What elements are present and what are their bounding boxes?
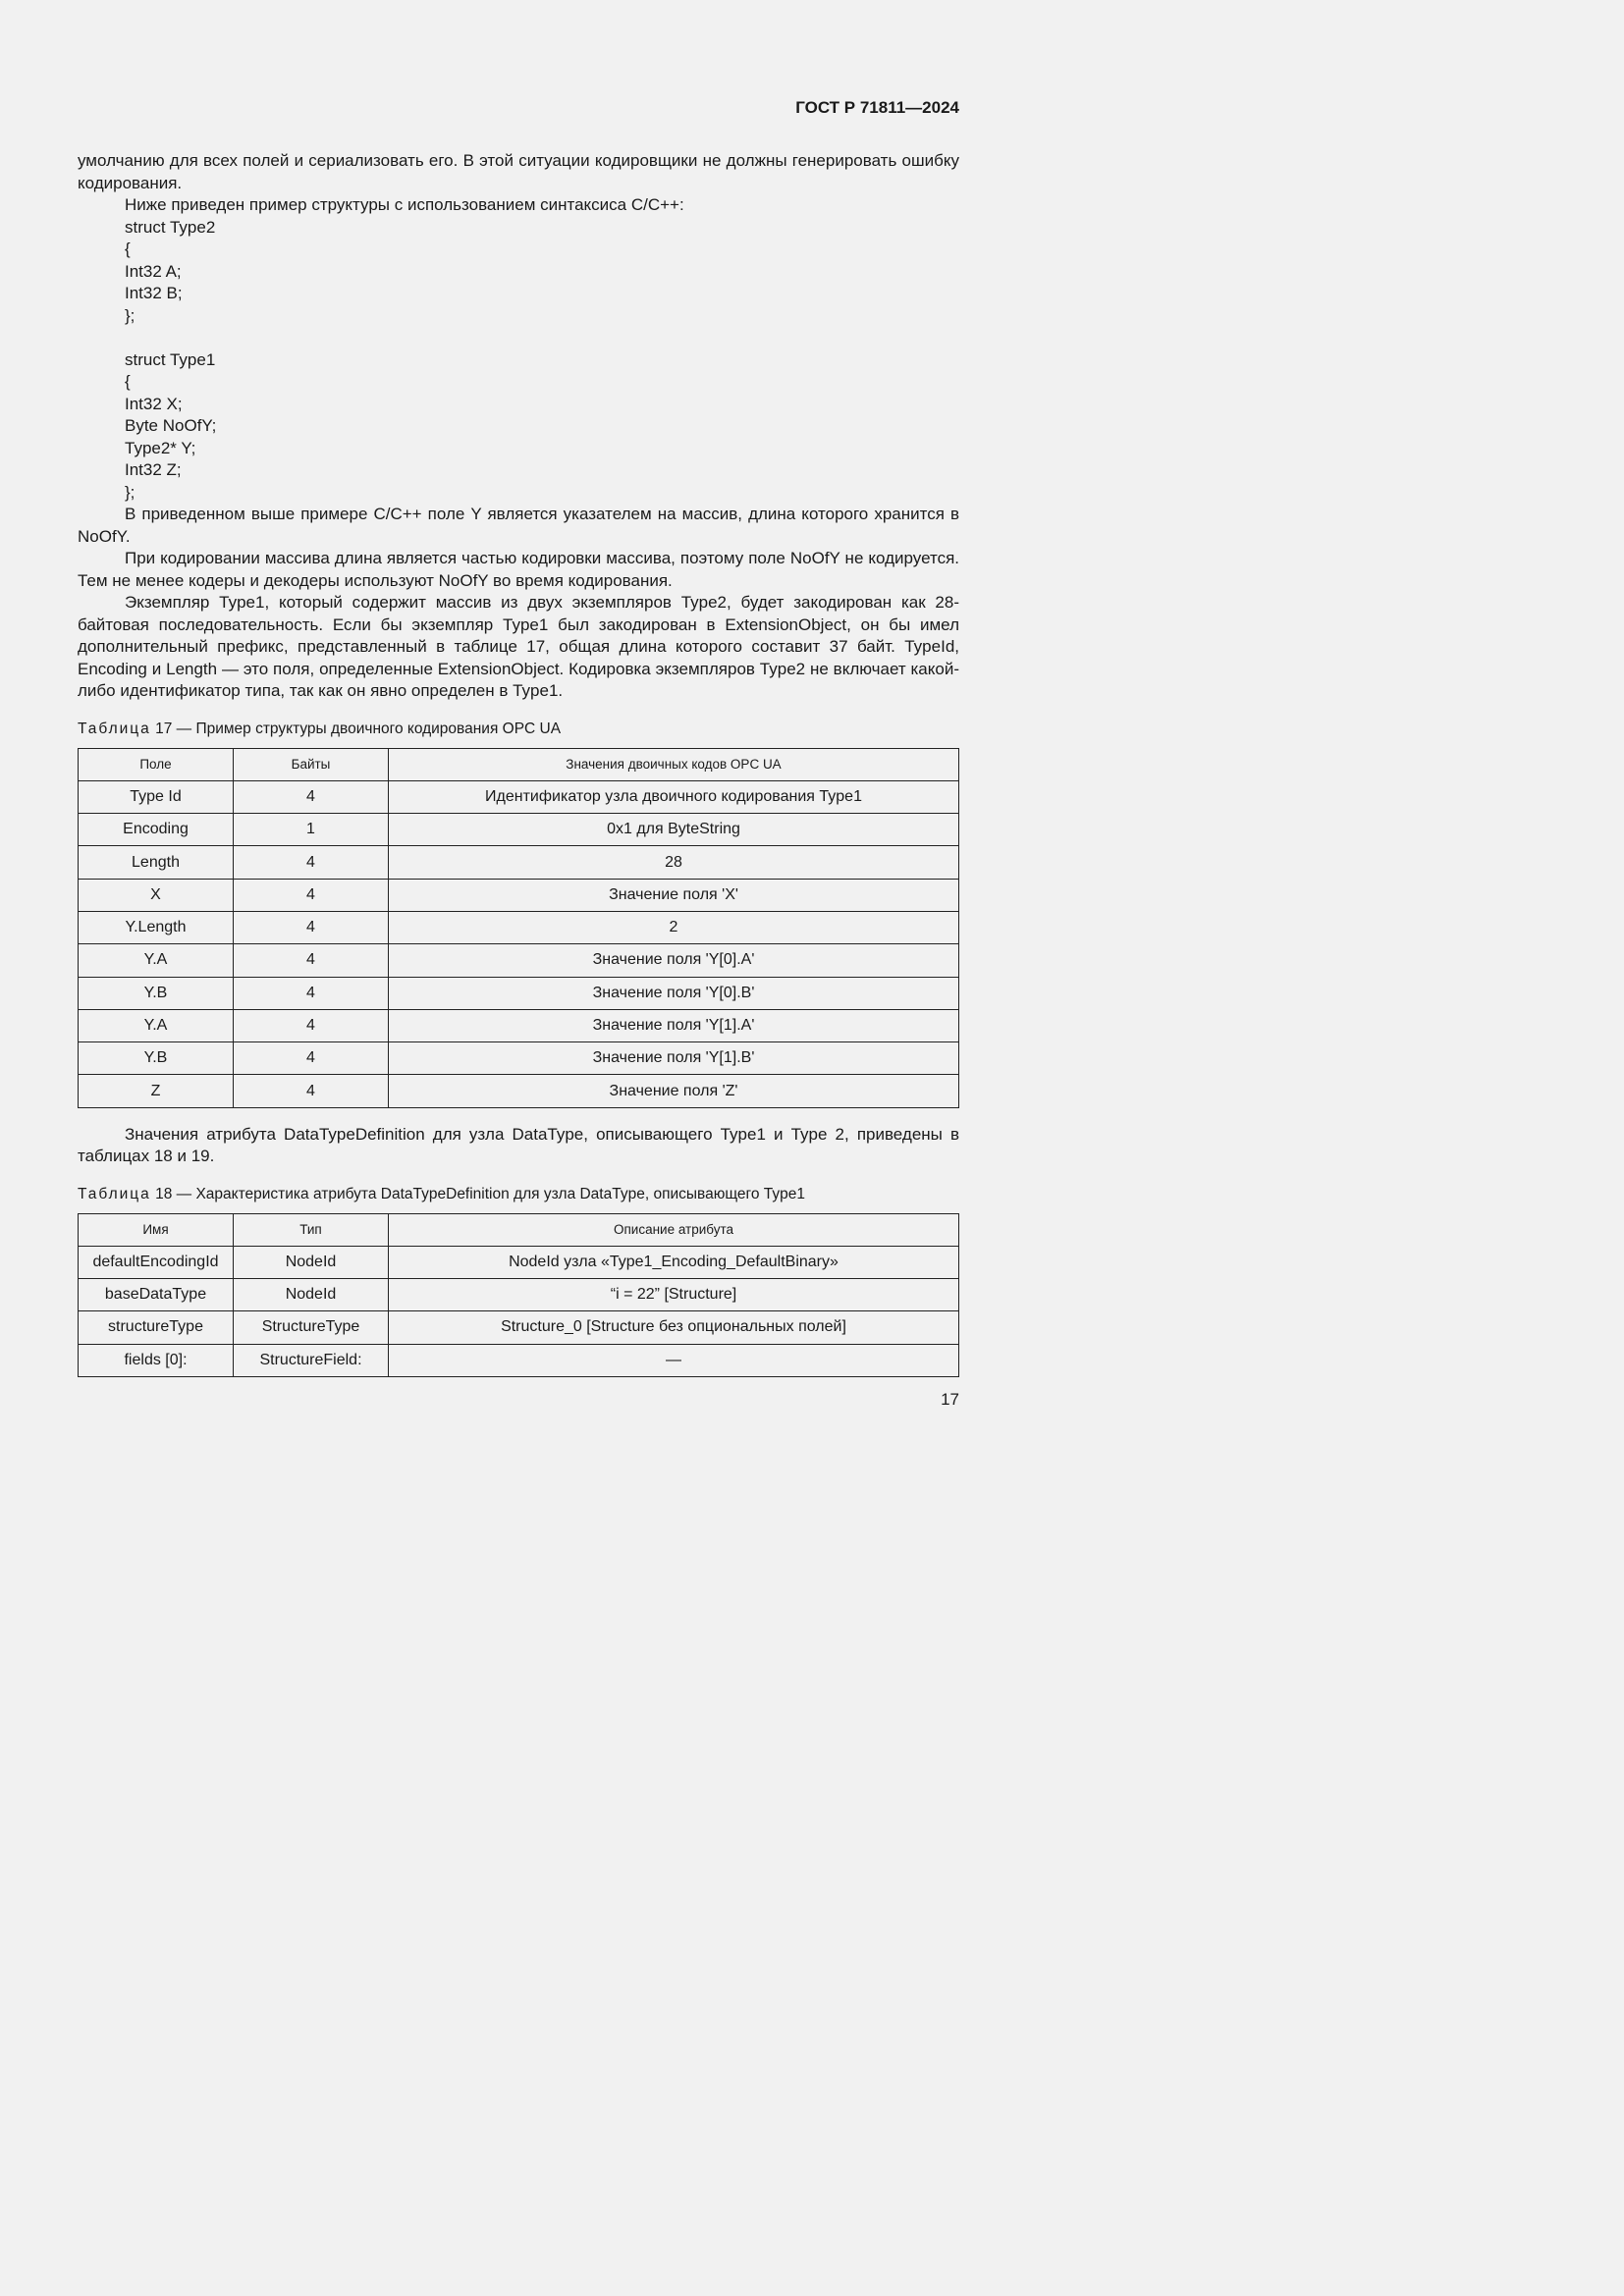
table-cell: 4 <box>234 1009 389 1041</box>
table-row <box>79 911 959 943</box>
table-row <box>79 1344 959 1376</box>
table-cell: Значение поля 'Y[1].A' <box>389 1009 959 1041</box>
table-cell: defaultEncodingId <box>79 1246 234 1278</box>
column-header: Описание атрибута <box>389 1213 959 1246</box>
column-header: Поле <box>79 748 234 780</box>
table-cell: baseDataType <box>79 1279 234 1311</box>
table17-caption-text: 17 — Пример структуры двоичного кодирования OPC UA <box>155 720 562 737</box>
table-cell: Type Id <box>79 780 234 813</box>
table18-body <box>79 1246 959 1376</box>
column-header: Байты <box>234 748 389 780</box>
table-cell: 28 <box>389 846 959 879</box>
table-cell: StructureType <box>234 1311 389 1344</box>
table-cell: 2 <box>389 911 959 943</box>
table-row <box>79 846 959 879</box>
table18-caption-word: Таблица <box>78 1185 151 1202</box>
table-row <box>79 879 959 911</box>
table-cell: NodeId <box>234 1246 389 1278</box>
table17-caption <box>78 720 959 739</box>
table-18 <box>78 1213 959 1377</box>
table-cell: 4 <box>234 944 389 977</box>
code-line: }; <box>125 482 135 502</box>
table-cell: 4 <box>234 911 389 943</box>
table-cell: NodeId узла «Type1_Encoding_DefaultBinary» <box>389 1246 959 1278</box>
column-header: Тип <box>234 1213 389 1246</box>
table-cell: Length <box>79 846 234 879</box>
table-cell: Идентификатор узла двоичного кодирования Type1 <box>389 780 959 813</box>
paragraph-intro: умолчанию для всех полей и сериализовать его. В этой ситуации кодировщики не должны генерировать ошибку кодирования. <box>78 151 959 192</box>
table17-caption-word: Таблица <box>78 720 151 737</box>
table-row <box>79 1246 959 1278</box>
table-cell: Y.A <box>79 1009 234 1041</box>
table-row <box>79 1009 959 1041</box>
table17-body <box>79 780 959 1107</box>
table-cell: Y.B <box>79 977 234 1009</box>
table-row <box>79 1279 959 1311</box>
table-cell: Значение поля 'Z' <box>389 1075 959 1107</box>
code-line: struct Type2 <box>125 217 216 237</box>
code-line: Byte NoOfY; <box>125 416 217 435</box>
paragraph-definition-note: Значения атрибута DataTypeDefinition для узла DataType, описывающего Type1 и Type 2, приведены в таблицах 18 и 19. <box>78 1124 959 1166</box>
table-cell: 0x1 для ByteString <box>389 814 959 846</box>
table-row <box>79 1075 959 1107</box>
code-block <box>78 217 959 505</box>
table-cell: Значение поля 'X' <box>389 879 959 911</box>
table-cell: Y.A <box>79 944 234 977</box>
table-row <box>79 944 959 977</box>
page-content <box>78 150 959 1377</box>
table-cell: Y.Length <box>79 911 234 943</box>
paragraph-pointer-note: В приведенном выше примере C/C++ поле Y является указателем на массив, длина которого хранится в NoOfY. <box>78 505 959 546</box>
table-cell: fields [0]: <box>79 1344 234 1376</box>
table18-caption-text: 18 — Характеристика атрибута DataTypeDefinition для узла DataType, описывающего Type1 <box>155 1185 805 1202</box>
table-row <box>79 1311 959 1344</box>
table-cell: Encoding <box>79 814 234 846</box>
code-line: { <box>125 240 131 258</box>
code-line: }; <box>125 305 135 325</box>
table-cell: Structure_0 [Structure без опциональных полей] <box>389 1311 959 1344</box>
table-cell: 4 <box>234 1042 389 1075</box>
code-line: { <box>125 372 131 391</box>
table-cell: Y.B <box>79 1042 234 1075</box>
paragraph-instance-note: Экземпляр Type1, который содержит массив из двух экземпляров Type2, будет закодирован как 28-байтовая последовательность. Если бы экземпляр Type1 был закодирован в ExtensionObject, он бы имел дополнительный префикс, представленный в таблице 17, общая длина которого составит 37 байт. TypeId, Encoding и Length — это поля, определенные ExtensionObject. Кодировка экземпляров Type2 не включает какой-либо идентификатор типа, так как он явно определен в Type1. <box>78 593 959 700</box>
code-line: struct Type1 <box>125 349 216 369</box>
table-cell: 4 <box>234 846 389 879</box>
table-row <box>79 780 959 813</box>
code-line: Int32 X; <box>125 394 183 413</box>
table-cell: 4 <box>234 1075 389 1107</box>
paragraph-array-note: При кодировании массива длина является частью кодировки массива, поэтому поле NoOfY не кодируется. Тем не менее кодеры и декодеры используют NoOfY во время кодирования. <box>78 549 959 590</box>
page-number: 17 <box>941 1390 959 1409</box>
paragraph-example-intro: Ниже приведен пример структуры с использованием синтаксиса C/C++: <box>125 195 684 214</box>
code-line: Type2* Y; <box>125 438 196 457</box>
table-cell: 4 <box>234 780 389 813</box>
table-cell: NodeId <box>234 1279 389 1311</box>
document-id: ГОСТ Р 71811—2024 <box>795 98 959 117</box>
table-row <box>79 814 959 846</box>
table-row <box>79 977 959 1009</box>
table-cell: — <box>389 1344 959 1376</box>
table-cell: 4 <box>234 879 389 911</box>
code-line <box>125 327 959 349</box>
table17-header <box>79 748 959 780</box>
column-header: Имя <box>79 1213 234 1246</box>
table-cell: Значение поля 'Y[1].B' <box>389 1042 959 1075</box>
table-cell: 4 <box>234 977 389 1009</box>
column-header: Значения двоичных кодов OPC UA <box>389 748 959 780</box>
code-line: Int32 Z; <box>125 460 182 479</box>
table-cell: Z <box>79 1075 234 1107</box>
table-17 <box>78 748 959 1108</box>
table-cell: Значение поля 'Y[0].A' <box>389 944 959 977</box>
table18-caption <box>78 1185 959 1204</box>
code-line: Int32 B; <box>125 284 183 302</box>
table18-header <box>79 1213 959 1246</box>
table-cell: 1 <box>234 814 389 846</box>
table-cell: StructureField: <box>234 1344 389 1376</box>
table-row <box>79 1042 959 1075</box>
table-cell: structureType <box>79 1311 234 1344</box>
table-cell: Значение поля 'Y[0].B' <box>389 977 959 1009</box>
table-cell: “i = 22” [Structure] <box>389 1279 959 1311</box>
table-cell: X <box>79 879 234 911</box>
code-line: Int32 A; <box>125 261 182 281</box>
